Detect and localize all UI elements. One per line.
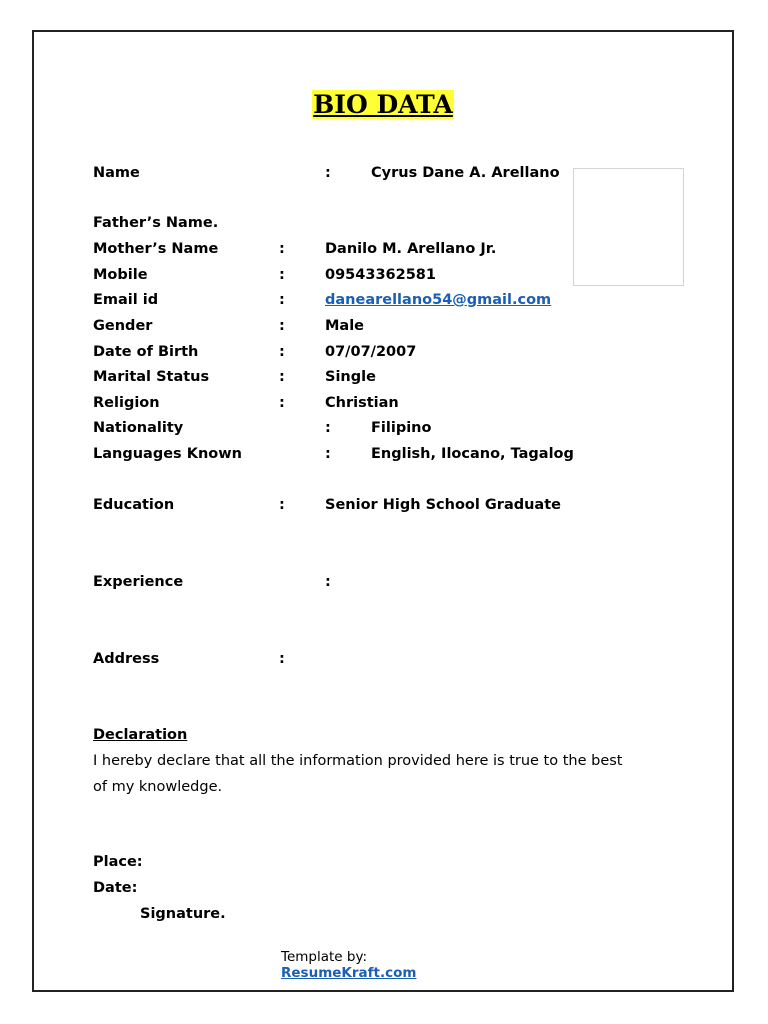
dob-label: Date of Birth — [93, 344, 199, 360]
dob-value: 07/07/2007 — [325, 344, 417, 360]
mother-value: Danilo M. Arellano Jr. — [325, 241, 497, 257]
gender-colon: : — [279, 318, 285, 334]
languages-colon: : — [325, 446, 331, 462]
nationality-label: Nationality — [93, 420, 184, 436]
mobile-colon: : — [279, 267, 285, 283]
languages-value: English, Ilocano, Tagalog — [371, 446, 574, 462]
address-colon: : — [279, 651, 285, 667]
dob-colon: : — [279, 344, 285, 360]
declaration-heading: Declaration — [93, 727, 188, 743]
biodata-page — [32, 30, 734, 992]
mother-label: Mother’s Name — [93, 241, 219, 257]
gender-label: Gender — [93, 318, 153, 334]
nationality-value: Filipino — [371, 420, 432, 436]
religion-label: Religion — [93, 395, 160, 411]
place-label: Place: — [93, 854, 143, 870]
name-value: Cyrus Dane A. Arellano — [371, 165, 560, 181]
footer-template-by: Template by: — [281, 949, 368, 965]
languages-label: Languages Known — [93, 446, 242, 462]
marital-colon: : — [279, 369, 285, 385]
declaration-line-2: of my knowledge. — [93, 779, 223, 795]
declaration-line-1: I hereby declare that all the information provided here is true to the best — [93, 753, 623, 769]
page-title — [34, 90, 732, 120]
gender-value: Male — [325, 318, 365, 334]
mobile-value: 09543362581 — [325, 267, 436, 283]
marital-value: Single — [325, 369, 376, 385]
religion-value: Christian — [325, 395, 399, 411]
email-label: Email id — [93, 292, 159, 308]
footer-resumekraft-link[interactable]: ResumeKraft.com — [281, 965, 417, 981]
name-label: Name — [93, 165, 140, 181]
father-label: Father’s Name. — [93, 215, 219, 231]
religion-colon: : — [279, 395, 285, 411]
experience-label: Experience — [93, 574, 184, 590]
mobile-label: Mobile — [93, 267, 148, 283]
nationality-colon: : — [325, 420, 331, 436]
marital-label: Marital Status — [93, 369, 210, 385]
date-label: Date: — [93, 880, 138, 896]
education-colon: : — [279, 497, 285, 513]
name-colon: : — [325, 165, 331, 181]
address-label: Address — [93, 651, 160, 667]
photo-placeholder — [573, 168, 684, 286]
email-colon: : — [279, 292, 285, 308]
signature-label: Signature. — [140, 906, 226, 922]
education-label: Education — [93, 497, 175, 513]
title-text: BIO DATA — [313, 90, 453, 119]
education-value: Senior High School Graduate — [325, 497, 561, 513]
mother-colon: : — [279, 241, 285, 257]
email-link[interactable]: danearellano54@gmail.com — [325, 292, 552, 308]
experience-colon: : — [325, 574, 331, 590]
